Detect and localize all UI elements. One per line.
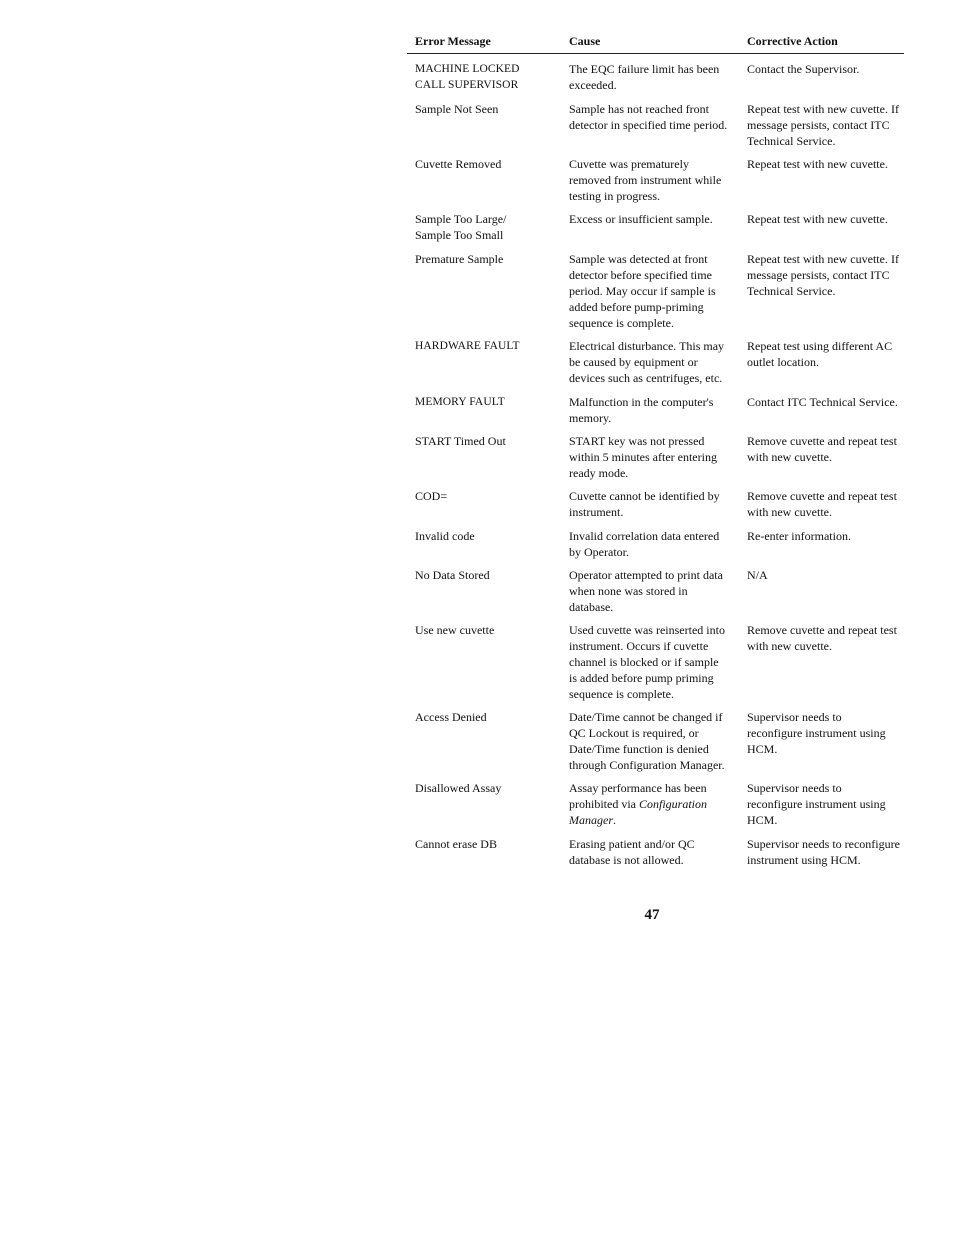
corrective-action-cell: N/A — [747, 568, 768, 582]
corrective-action-cell: Contact ITC Technical Service. — [747, 395, 898, 409]
error-message-cell: MEMORY FAULT — [415, 396, 505, 408]
cause-cell: Electrical disturbance. This may be caused by equipment or devices such as centrifuges, etc. — [569, 339, 725, 385]
corrective-action-cell: Supervisor needs to reconfigure instrument using HCM. — [747, 837, 900, 867]
table-row — [407, 622, 904, 702]
table-row — [407, 211, 904, 243]
error-message-cell: MACHINE LOCKED CALL SUPERVISOR — [415, 63, 520, 91]
corrective-action-cell: Repeat test with new cuvette. If message persists, contact ITC Technical Service. — [747, 252, 899, 298]
error-message-cell: Use new cuvette — [415, 623, 495, 637]
error-message-cell: START Timed Out — [415, 434, 506, 448]
corrective-action-cell: Repeat test with new cuvette. — [747, 212, 888, 226]
header-corrective-action: Corrective Action — [747, 34, 838, 48]
corrective-action-cell: Contact the Supervisor. — [747, 62, 860, 76]
table-row — [407, 488, 904, 520]
table-row — [407, 156, 904, 204]
table-row — [407, 338, 904, 386]
cause-italic-text: Configuration Manager — [569, 797, 707, 827]
error-message-cell: COD= — [415, 489, 448, 503]
error-message-cell: No Data Stored — [415, 568, 490, 582]
error-message-cell: HARDWARE FAULT — [415, 340, 520, 352]
corrective-action-cell: Repeat test using different AC outlet location. — [747, 339, 893, 369]
page-number: 47 — [644, 907, 660, 923]
corrective-action-cell: Re-enter information. — [747, 529, 851, 543]
table-row — [407, 101, 904, 149]
corrective-action-cell: Supervisor needs to reconfigure instrument using HCM. — [747, 781, 886, 827]
table-row — [407, 394, 904, 426]
cause-cell: Malfunction in the computer's memory. — [569, 395, 714, 425]
error-message-cell: Premature Sample — [415, 252, 504, 266]
error-message-table — [407, 33, 904, 868]
error-message-cell: Cuvette Removed — [415, 157, 502, 171]
cause-cell: START key was not pressed within 5 minutes after entering ready mode. — [569, 434, 717, 480]
error-message-cell: Cannot erase DB — [415, 837, 497, 851]
table-row — [407, 61, 904, 93]
table-row — [407, 709, 904, 773]
cause-cell: Cuvette was prematurely removed from instrument while testing in progress. — [569, 157, 722, 203]
cause-cell: Excess or insufficient sample. — [569, 212, 713, 226]
cause-cell: Operator attempted to print data when none was stored in database. — [569, 568, 723, 614]
table-row — [407, 251, 904, 331]
table-row — [407, 528, 904, 560]
cause-text: Assay performance has been prohibited via — [569, 781, 707, 811]
cause-cell: Sample has not reached front detector in specified time period. — [569, 102, 728, 132]
corrective-action-cell: Repeat test with new cuvette. If message persists, contact ITC Technical Service. — [747, 102, 899, 148]
table-row — [407, 780, 904, 828]
header-error-message: Error Message — [415, 34, 491, 48]
error-message-cell: Sample Not Seen — [415, 102, 499, 116]
cause-text-end: . — [613, 813, 616, 827]
cause-cell: The EQC failure limit has been exceeded. — [569, 62, 720, 92]
header-cause: Cause — [569, 34, 601, 48]
error-message-cell: Sample Too Large/ Sample Too Small — [415, 212, 507, 242]
cause-cell: Invalid correlation data entered by Operator. — [569, 529, 720, 559]
error-message-cell: Invalid code — [415, 529, 475, 543]
corrective-action-cell: Supervisor needs to reconfigure instrument using HCM. — [747, 710, 886, 756]
table-row — [407, 567, 904, 615]
cause-cell: Date/Time cannot be changed if QC Lockout is required, or Date/Time function is denied through Configuration Manager. — [569, 710, 725, 772]
table-row — [407, 836, 904, 868]
corrective-action-cell: Remove cuvette and repeat test with new cuvette. — [747, 489, 897, 519]
cause-cell: Sample was detected at front detector before specified time period. May occur if sample is added before pump-priming sequence is complete. — [569, 252, 716, 330]
corrective-action-cell: Remove cuvette and repeat test with new cuvette. — [747, 623, 897, 653]
error-message-cell: Disallowed Assay — [415, 781, 502, 795]
cause-cell: Erasing patient and/or QC database is not allowed. — [569, 837, 695, 867]
corrective-action-cell: Remove cuvette and repeat test with new cuvette. — [747, 434, 897, 464]
corrective-action-cell: Repeat test with new cuvette. — [747, 157, 888, 171]
cause-cell — [569, 780, 747, 828]
error-message-cell: Access Denied — [415, 710, 487, 724]
cause-cell: Cuvette cannot be identified by instrument. — [569, 489, 720, 519]
cause-cell: Used cuvette was reinserted into instrument. Occurs if cuvette channel is blocked or if sample is added before pump priming sequence is complete. — [569, 623, 725, 701]
table-row — [407, 433, 904, 481]
table-header — [407, 33, 904, 54]
